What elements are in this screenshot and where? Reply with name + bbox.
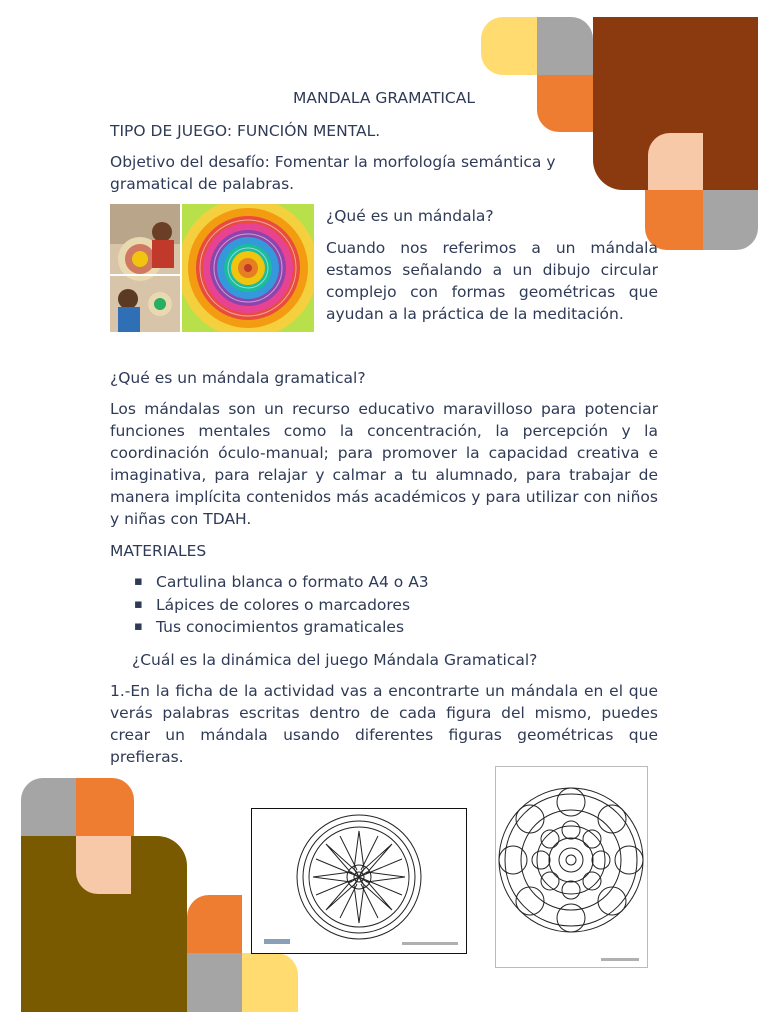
decor-orange-bottom2: [187, 895, 242, 953]
decor-yellow-bottom: [242, 953, 298, 1012]
decor-gray-mid: [703, 190, 758, 250]
answer-what-is-mandala: Cuando nos referimos a un mándala estamos señalando a un dibujo circular complejo con formas geométricas que ayudan a la práctica de la meditación.: [326, 239, 658, 323]
question-grammatical-mandala: ¿Qué es un mándala gramatical?: [110, 369, 366, 387]
decor-orange-bottom: [76, 778, 134, 836]
list-item: ▪ Lápices de colores o marcadores: [156, 594, 658, 617]
decor-gray-bottom: [21, 778, 76, 836]
objective: Objetivo del desafío: Fomentar la morfología semántica y gramatical de palabras.: [110, 153, 556, 193]
mandala-coloring-sheet-1: [251, 808, 467, 954]
question-game-dynamics: ¿Cuál es la dinámica del juego Mándala Gramatical?: [132, 651, 538, 669]
materials-heading: MATERIALES: [110, 542, 207, 560]
step-one: 1.-En la ficha de la actividad vas a encontrarte un mándala en el que verás palabras escritas dentro de cada figura del mismo, puedes crear un mándala usando diferentes figuras geométricas que prefieras.: [110, 682, 658, 766]
answer-grammatical-mandala: Los mándalas son un recurso educativo maravilloso para potenciar funciones mentales como la concentración, la percepción y la coordinación óculo-manual; para promover la capacidad creativa e imaginativa, para relajar y calmar a tu alumnado, para trabajar de manera implícita contenidos más académicos y para utilizar con niños y niñas con TDAH.: [110, 400, 658, 528]
colorful-mandala-image: [182, 204, 314, 332]
decor-peach-bottom: [76, 836, 131, 894]
decor-gray-bottom2: [187, 953, 242, 1012]
materials-list: [110, 571, 658, 639]
game-type: TIPO DE JUEGO: FUNCIÓN MENTAL.: [110, 122, 381, 140]
page-title: MANDALA GRAMATICAL: [293, 89, 475, 107]
mandala-coloring-sheet-2: [495, 766, 648, 968]
question-what-is-mandala: ¿Qué es un mándala?: [326, 207, 494, 225]
children-mandala-photo: [110, 204, 180, 332]
decor-gray-top: [537, 17, 593, 75]
list-item: ▪ Tus conocimientos gramaticales: [156, 616, 658, 639]
list-item: ▪ Cartulina blanca o formato A4 o A3: [156, 571, 658, 594]
